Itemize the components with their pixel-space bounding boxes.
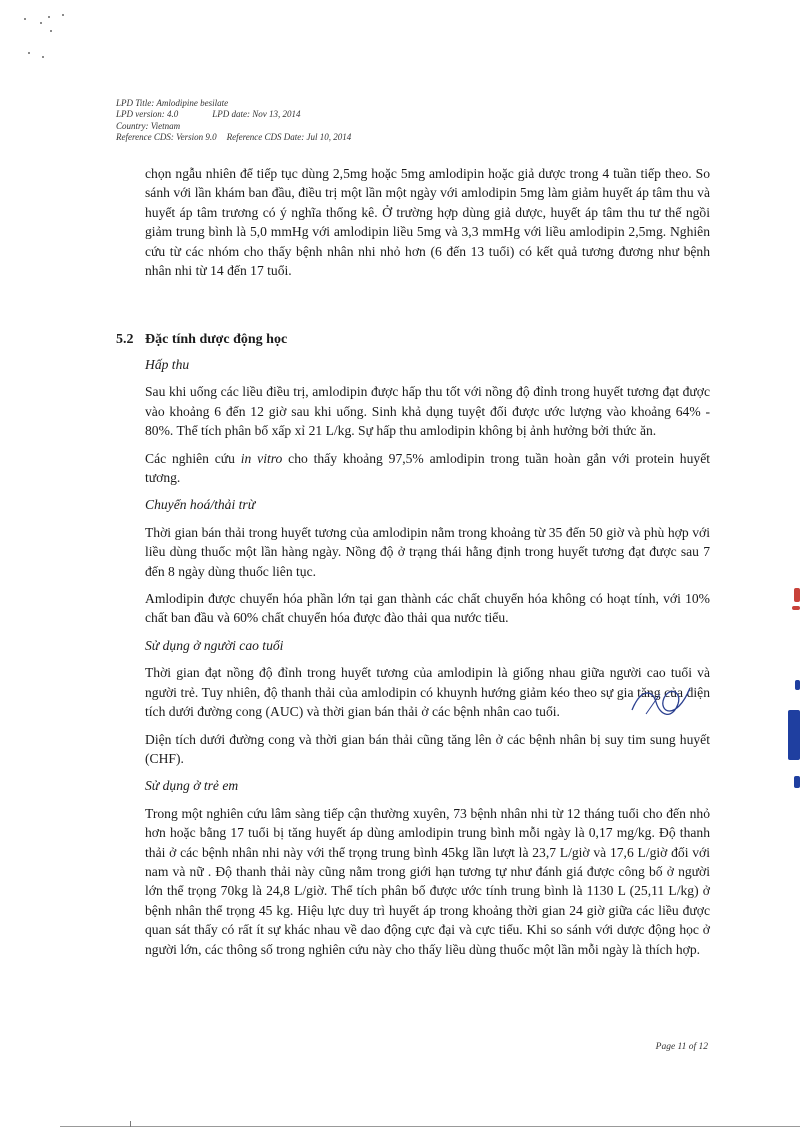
subsection-title-metabolism: Chuyển hoá/thải trừ [145,497,256,513]
reference-cds-version: Reference CDS: Version 9.0 [116,131,217,142]
elderly-paragraph-2: Diện tích dưới đường cong và thời gian bán thải cũng tăng lên ở các bệnh nhân bị suy tim sung huyết (CHF). [145,731,710,766]
page-number: Page 11 of 12 [655,1042,708,1052]
reference-cds-date: Reference CDS Date: Jul 10, 2014 [226,131,352,142]
scan-edge-stamp [786,510,800,850]
section-content [145,355,710,967]
document-header [116,98,516,143]
subsection-title-pediatric: Sử dụng ở trẻ em [145,778,239,794]
absorption-paragraph-2 [145,449,710,488]
section-heading [116,332,287,348]
lpd-title: LPD Title: Amlodipine besilate [116,98,229,108]
absorption-p2-end: cho thấy khoảng 97,5% amlodipin trong tuần hoàn gắn với protein huyết tương. [145,450,710,486]
subsection-title-absorption: Hấp thu [145,357,190,372]
handwritten-signature-mark [626,680,696,726]
section-number: 5.2 [116,332,134,347]
intro-block [145,164,710,280]
metabolism-paragraph-2: Amlodipin được chuyển hóa phần lớn tại gan thành các chất chuyển hóa không có hoạt tính, với 10% chất ban đầu và 60% chất chuyển hóa được đào thải qua nước tiểu. [145,591,710,626]
pediatric-paragraph-1: Trong một nghiên cứu lâm sàng tiếp cận thường xuyên, 73 bệnh nhân nhi từ 12 tháng tuổi cho đến nhỏ hơn hoặc bằng 17 tuổi bị tăng huyết áp dùng amlodipin trung bình mỗi ngày là 0,17 mg/kg. Độ thanh thải ở các bệnh nhân nhi này với thể trọng trung bình 45kg lần lượt là 23,7 L/giờ và 17,6 L/giờ đối với nam và nữ . Độ thanh thải này cũng nằm trong giới hạn tương tự như đánh giá được công bố ở người lớn thể trọng 70kg là 24,8 L/giờ. Thể tích phân bố được ước tính trung bình là 1130 L (25,11 L/kg) ở bệnh nhân thể trọng 45 kg. Hiệu lực duy trì huyết áp trong khoảng thời gian 24 giờ giữa các liều được quan sát thấy có rất ít sự khác nhau về dao động cực đại và cực tiểu. Khi so sánh với dược động học ở người lớn, các thông số trong nghiên cứu này cho thấy liều dùng thuốc một lần mỗi ngày là thích hợp. [145,805,710,957]
metabolism-paragraph-1: Thời gian bán thải trong huyết tương của amlodipin nằm trong khoảng từ 35 đến 50 giờ và phù hợp với liều dùng thuốc một lần hàng ngày. Nồng độ ở trạng thái hằng định trong huyết tương đạt được sau 7 đến 8 ngày dùng thuốc liên tục. [145,524,710,579]
scan-specks [22,12,72,60]
absorption-p2-start: Các nghiên cứu [145,450,241,466]
intro-paragraph: chọn ngẫu nhiên để tiếp tục dùng 2,5mg hoặc 5mg amlodipin hoặc giả dược trong 4 tuần tiếp theo. So sánh với lần khám ban đầu, điều trị một lần một ngày với amlodipin 5mg làm giảm huyết áp tâm thu và huyết áp tâm trương có ý nghĩa thống kê. Ở trường hợp dùng giả dược, huyết áp tâm thu tư thế ngồi giảm trung bình là 5,0 mmHg với amlodipin liều 5mg và 3,3 mmHg với liều amlodipin 2,5mg. Nghiên cứu từ các nhóm cho thấy bệnh nhân nhi nhỏ hơn (6 đến 13 tuổi) có kết quả tương đương như bệnh nhân nhi từ 14 đến 17 tuổi. [145,166,710,279]
elderly-paragraph-1: Thời gian đạt nồng độ đỉnh trong huyết tương của amlodipin là giống nhau giữa người cao tuổi và người trẻ. Tuy nhiên, độ thanh thải của amlodipin có khuynh hướng giảm kéo theo sự gia tăng của diện tích dưới đường cong (AUC) và thời gian bán thải ở các bệnh nhân cao tuổi. [145,665,710,720]
section-title: Đặc tính dược động học [145,332,288,347]
subsection-title-elderly: Sử dụng ở người cao tuổi [145,637,284,653]
lpd-version: LPD version: 4.0 [116,109,179,120]
bottom-tick [130,1121,137,1127]
lpd-date: LPD date: Nov 13, 2014 [212,109,301,120]
country: Country: Vietnam [116,120,181,131]
in-vitro-term: in vitro [240,450,283,466]
bottom-divider [60,1126,800,1127]
absorption-paragraph-1: Sau khi uống các liều điều trị, amlodipin được hấp thu tốt với nồng độ đỉnh trong huyết tương đạt được vào khoảng 6 đến 12 giờ sau khi uống. Sinh khả dụng tuyệt đối được ước lượng vào khoảng 64% - 80%. Thể tích phân bố xấp xỉ 21 L/kg. Sự hấp thu amlodipin không bị ảnh hưởng bởi thức ăn. [145,384,710,439]
